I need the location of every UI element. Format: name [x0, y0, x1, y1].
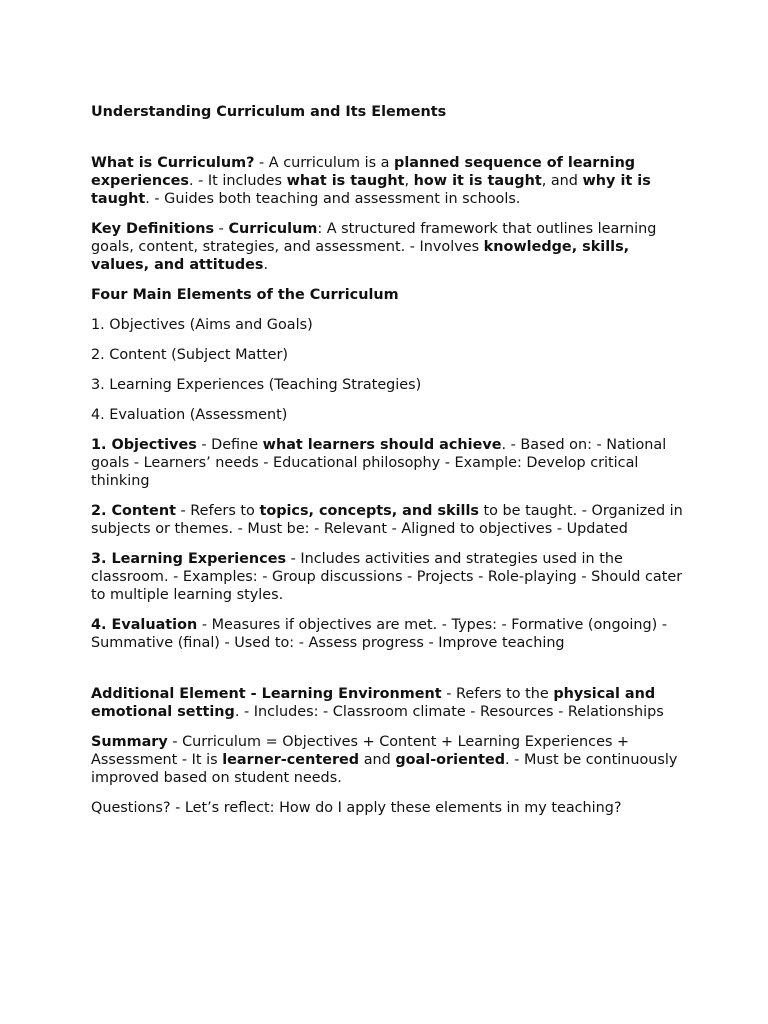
text-run: - A curriculum is a — [254, 155, 395, 171]
list-item-objectives: 1. Objectives (Aims and Goals) — [91, 317, 313, 333]
text-run: . — [263, 257, 269, 273]
list-item-evaluation: 4. Evaluation (Assessment) — [91, 407, 288, 423]
heading-evaluation: 4. Evaluation — [91, 617, 198, 633]
document-body — [91, 103, 691, 829]
text-run: . - Must be continuously improved based on student needs. — [91, 752, 678, 786]
bold-run: what learners should achieve — [262, 437, 502, 453]
bold-run: topics, concepts, and skills — [259, 503, 479, 519]
heading-four-main-elements — [91, 286, 691, 304]
list-item-content: 2. Content (Subject Matter) — [91, 347, 288, 363]
bold-run: knowledge, skills, values, and attitudes — [91, 239, 630, 273]
text-run: - Curriculum = Objectives + Content + Learning Experiences + Assessment - It is — [91, 734, 630, 768]
text-run: . - Guides both teaching and assessment in schools. — [145, 191, 521, 207]
text-run: - — [214, 221, 229, 237]
paragraph-objectives — [91, 436, 691, 490]
text-run: . - Includes: - Classroom climate - Resources - Relationships — [234, 704, 664, 720]
bold-run: goal-oriented — [395, 752, 506, 768]
text-run: - Measures if objectives are met. - Types: - Formative (ongoing) - Summative (final) - Used to: - Assess progress - Improve teaching — [91, 617, 668, 651]
paragraph-questions: Questions? - Let’s reflect: How do I apply these elements in my teaching? — [91, 800, 622, 816]
bold-run: what is taught — [286, 173, 405, 189]
paragraph-evaluation — [91, 616, 691, 652]
bold-run: how it is taught — [413, 173, 542, 189]
heading-learning-experiences: 3. Learning Experiences — [91, 551, 287, 567]
text-run: - Refers to the — [441, 686, 554, 702]
paragraph-what-is-curriculum — [91, 154, 691, 208]
heading-content: 2. Content — [91, 503, 176, 519]
text-run: - Refers to — [175, 503, 260, 519]
paragraph-additional-element — [91, 685, 691, 721]
text-run: to be taught. - Organized in subjects or themes. - Must be: - Relevant - Aligned to objectives - Updated — [91, 503, 683, 537]
paragraph-learning-experiences — [91, 550, 691, 604]
bold-run: Curriculum — [228, 221, 318, 237]
list-item-learning-experiences: 3. Learning Experiences (Teaching Strategies) — [91, 377, 422, 393]
bold-run: learner-centered — [222, 752, 360, 768]
bold-run: physical and emotional setting — [91, 686, 656, 720]
text-run: . - It includes — [189, 173, 287, 189]
text-run: and — [359, 752, 396, 768]
paragraph-key-definitions — [91, 220, 691, 274]
heading-summary: Summary — [91, 734, 168, 750]
paragraph-summary — [91, 733, 691, 787]
text-run: : A structured framework that outlines learning goals, content, strategies, and assessment. - Involves — [91, 221, 657, 255]
text-run: - Define — [196, 437, 263, 453]
bold-run: planned sequence of learning experiences — [91, 155, 636, 189]
document-title: Understanding Curriculum and Its Elements — [91, 104, 447, 120]
bold-run: why it is taught — [91, 173, 651, 207]
text-run: , and — [541, 173, 583, 189]
paragraph-content — [91, 502, 691, 538]
heading-objectives: 1. Objectives — [91, 437, 197, 453]
heading-text: Four Main Elements of the Curriculum — [91, 287, 399, 303]
heading-additional-element: Additional Element - Learning Environment — [91, 686, 442, 702]
heading-what-is-curriculum: What is Curriculum? — [91, 155, 255, 171]
text-run: , — [404, 173, 414, 189]
heading-key-definitions: Key Definitions — [91, 221, 215, 237]
text-run: . - Based on: - National goals - Learners’ needs - Educational philosophy - Example: Develop critical thinking — [91, 437, 667, 489]
text-run: - Includes activities and strategies used in the classroom. - Examples: - Group discussions - Projects - Role-playing - Should cater to multiple learning styles. — [91, 551, 683, 603]
